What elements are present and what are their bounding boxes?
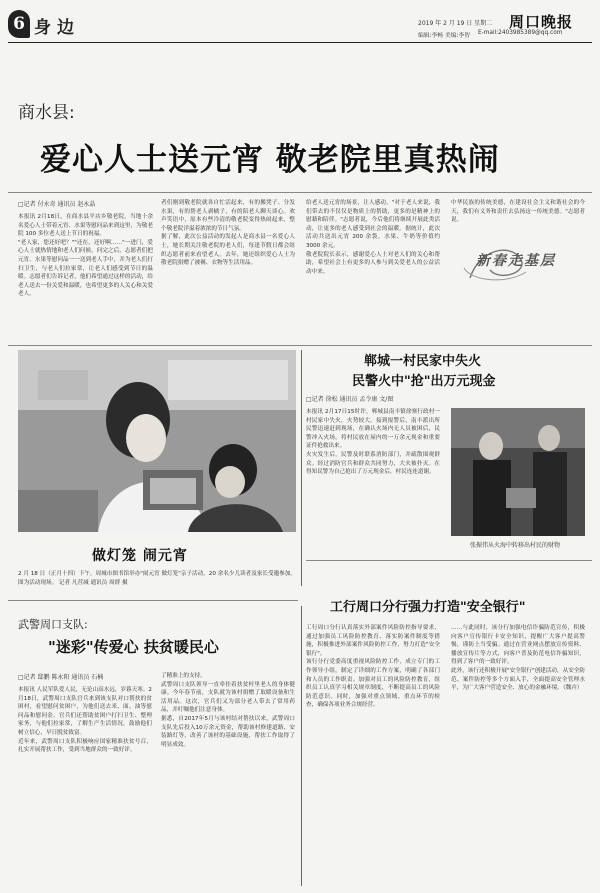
email-line: E-mail:2403985389@qq.com [478,30,563,36]
story1-kicker: 商水县: [18,103,75,123]
lantern-photo [18,350,296,532]
page-number: 6 [13,14,25,34]
section-title: 身边 [34,18,80,38]
editor-line: 编辑:李畅 美编:李智 [418,33,471,39]
story3-byline: □记者 邸鹏 陈永阳 通讯员 石楠 [18,674,104,681]
photo1-headline: 做灯笼 闹元宵 [92,548,188,564]
section-rule-3 [8,600,298,601]
photo1-caption: 2 月 18 日（正月十四）下午，周城市图书馆举办"闹元宵 做灯笼"亲子活动，20 余名少儿读者及家长受邀参加。图为活动现场。 记者 凡营减 通讯员 周群 摄 [18,571,296,586]
column-divider-lower [301,606,302,886]
header-rule [8,42,592,43]
story4-headline: 工行周口分行强力打造"安全银行" [330,600,526,615]
story1-rule [8,192,592,193]
story1-column-3: 给老人送元宵的场景，让人感动。"对于老人来说，我们带去的不仅仅是物质上的帮助，更多的是精神上的慰藉和陪伴。"志愿者说，今后他们将继续开展此类活动，让更多的老人感受到社会的温暖。据统计，此次活动共送出元宵 200 余袋，水果、牛奶等价值约 3000 余元。 敬老院院长表示，感谢爱心人士对老人们的关心和帮助，希望社会上有更多的人参与到关爱老人的公益活动中来。 [306,200,440,275]
section-rule-2 [306,560,592,561]
story1-column-1: 本报讯 2月18日，在商水县平店乡敬老院，当地十余名爱心人士带着元宵、水果等慰问品来到这里，为敬老院 100 多位老人送上节日的祝福。 "老人家，您还好吧？""还在，还好啊……"一进门，爱心人士就热情地和老人们问候。问完之后，志愿者们把元宵、水果等慰问品一一送到老人手中，并为老人们打扫卫生，与老人们拉家常，让老人们感受到节日的温暖。志愿者们告诉记者，他们希望通过这样的活动，给老人送去一份关爱和温暖，也希望更多的人关心和关爱老人。 [18,214,153,298]
story2-byline: □记者 徐松 通讯员 孟令康 文/图 [306,396,394,403]
section-rule-1 [8,345,592,346]
story4-column-1: 工行周口分行认真落实外部案件风险防控指导要求，通过加强员工风险防控教育、落实防案件制度等措施，积极推进外部案件风险防控工作，努力打造"安全银行"。 该行分行党委高度重视风险防控工作，成立专门的工作领导小组，制定了详细的工作方案，明确了各部门和人员的工作职责。加强对员工的风险防控教育，组织员工认真学习相关规章制度，不断提高员工的风险防范意识。同时，加强对重点领域、重点环节的检查，确保各项业务合规经营。 [306,625,440,709]
story3-headline: "迷彩"传爱心 扶贫暖民心 [48,638,219,656]
fire-rescue-photo-image [451,408,585,536]
story4-column-2: ……与此同时，该分行加强电信诈骗防范宣传，积极向客户宣传银行卡安全知识，提醒广大客户提高警惕，谨防上当受骗。通过在营业网点摆放宣传资料、播放宣传片等方式，向客户普及防范电信诈骗知识，得到了客户的一致好评。 此外，该行还积极开展"安全银行"创建活动，从安全防范、案件防控等多个方面入手，全面提高安全管理水平，为广大客户营造安全、放心的金融环境。（魏卉） [451,625,585,692]
story1-column-2: 者们刚到敬老院就各自忙活起来，有的搬凳子、分发水果，有的帮老人剥橘子，有的陪老人聊天谈心。欢声笑语中，原本有些冷清的敬老院变得热闹起来，整个敬老院洋溢着浓浓的节日气氛。 据了解，此次公益活动的发起人是商水县一名爱心人士，她长期关注敬老院的老人们，每逢节假日都会组织志愿者前来看望老人。去年，她还组织爱心人士为敬老院捐赠了被褥、衣物等生活用品。 [161,200,295,267]
story2-headline-line1: 郸城一村民家中失火 [364,354,482,369]
column-divider-left [301,350,302,586]
story3-kicker: 武警周口支队: [18,618,88,631]
story2-photo-caption: 张振伟从火海中转移出村民的财物 [470,542,561,549]
story3-column-1: 本报讯 人民军队爱人民，无论山高水远，岁暮天寒。2月18日，武警周口支队官兵来到该支队对口帮扶的贫困村，看望慰问贫困户，为他们送去米、面、油等慰问品和慰问金。官兵们还帮助贫困户打扫卫生、整理家务，与他们拉家常，了解生产生活情况，鼓励他们树立信心，早日脱贫致富。 近年来，武警周口支队积极响应国家精准扶贫号召，扎实开展帮扶工作，受到当地群众的一致好评。 [18,687,152,754]
story1-column-4: 中华民族的传统美德，在建设社会主义和谐社会的今天，我们有义务和责任去弘扬这一传统美德。"志愿者说。 [451,200,585,224]
issue-date: 2019 年 2 月 19 日 星期二 [418,20,493,27]
story2-headline-line2: 民警火中"抢"出万元现金 [352,374,496,389]
paper-name: 周口晚报 [509,13,574,31]
story3-column-2: 了精准上的支持。 武警周口支队领导一直牵挂着扶贫村里老人的身体健康。今年春节前，支队就为该村捐赠了取暖设备和生活用品。这次，官兵们又为部分老人带去了常用药品，并叮嘱他们注意身体。 据悉，自2017年5月与该村结对帮扶以来，武警周口支队先后投入10万余元资金，帮助该村修建道路、安装路灯等，改善了该村的基础设施，帮扶工作取得了明显成效。 [161,673,295,748]
story1-headline: 爱心人士送元宵 敬老院里真热闹 [40,142,500,178]
lantern-photo-image [18,350,296,532]
fire-rescue-photo [451,408,585,536]
story1-byline: □记者 付永奇 通讯员 赵永晶 [18,201,96,208]
stamp-text: 新春走基层 [476,253,556,269]
story2-body: 本报讯 2月17日15时许，郸城县南丰镇徐寨行政村一村民家中失火，火势较大。接到报警后，南丰派出所民警迅速赶到现场，在确认火场内无人员被困后，民警冲入火场，将村民放在屋内的一万余元现金和重要证件抢救出来。 火灾发生后，民警及时联系消防部门，并疏散围观群众。经过消防官兵和群众共同努力，大火被扑灭。在得知民警为自己抢出了万元现金后，村民连连道谢。 [306,409,440,476]
new-year-stamp [460,238,588,286]
